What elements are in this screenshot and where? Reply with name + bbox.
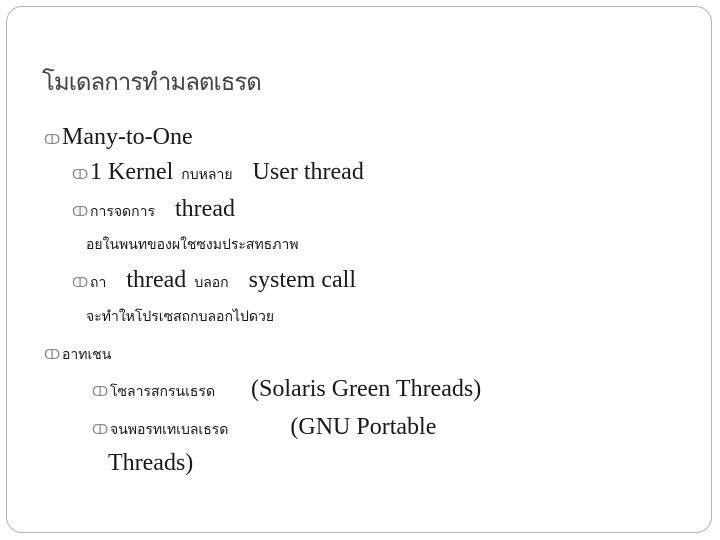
blocks-continuation: จะทำใหโปรเซสถกบลอกไปดวย	[86, 309, 275, 325]
swirl-bullet-icon: ↀ	[72, 205, 89, 220]
bullet-many-to-one: ↀ Many-to-One	[44, 124, 193, 150]
swirl-bullet-icon: ↀ	[72, 168, 89, 183]
bullet-if-thread-blocks: ↀ ถา thread บลอก system call	[72, 267, 356, 293]
slide-title: โมเดลการทำมลตเธรด	[42, 68, 261, 96]
swirl-bullet-icon: ↀ	[92, 385, 109, 400]
bullet-solaris: ↀ โซลารสกรนเธรด (Solaris Green Threads)	[92, 376, 482, 402]
swirl-bullet-icon: ↀ	[44, 133, 61, 148]
management-continuation: อยในพนทของผใชซงมประสทธภาพ	[86, 237, 299, 253]
swirl-bullet-icon: ↀ	[92, 423, 109, 438]
swirl-bullet-icon: ↀ	[44, 348, 61, 363]
bullet-examples: ↀ อาทเชน	[44, 347, 112, 363]
gnu-continuation: Threads)	[108, 450, 194, 476]
bullet-kernel: ↀ 1 Kernel กบหลาย User thread	[72, 159, 364, 185]
bullet-gnu: ↀ จนพอรทเทเบลเธรด (GNU Portable	[92, 414, 437, 440]
swirl-bullet-icon: ↀ	[72, 276, 89, 291]
bullet-management: ↀ การจดการ thread	[72, 196, 235, 222]
